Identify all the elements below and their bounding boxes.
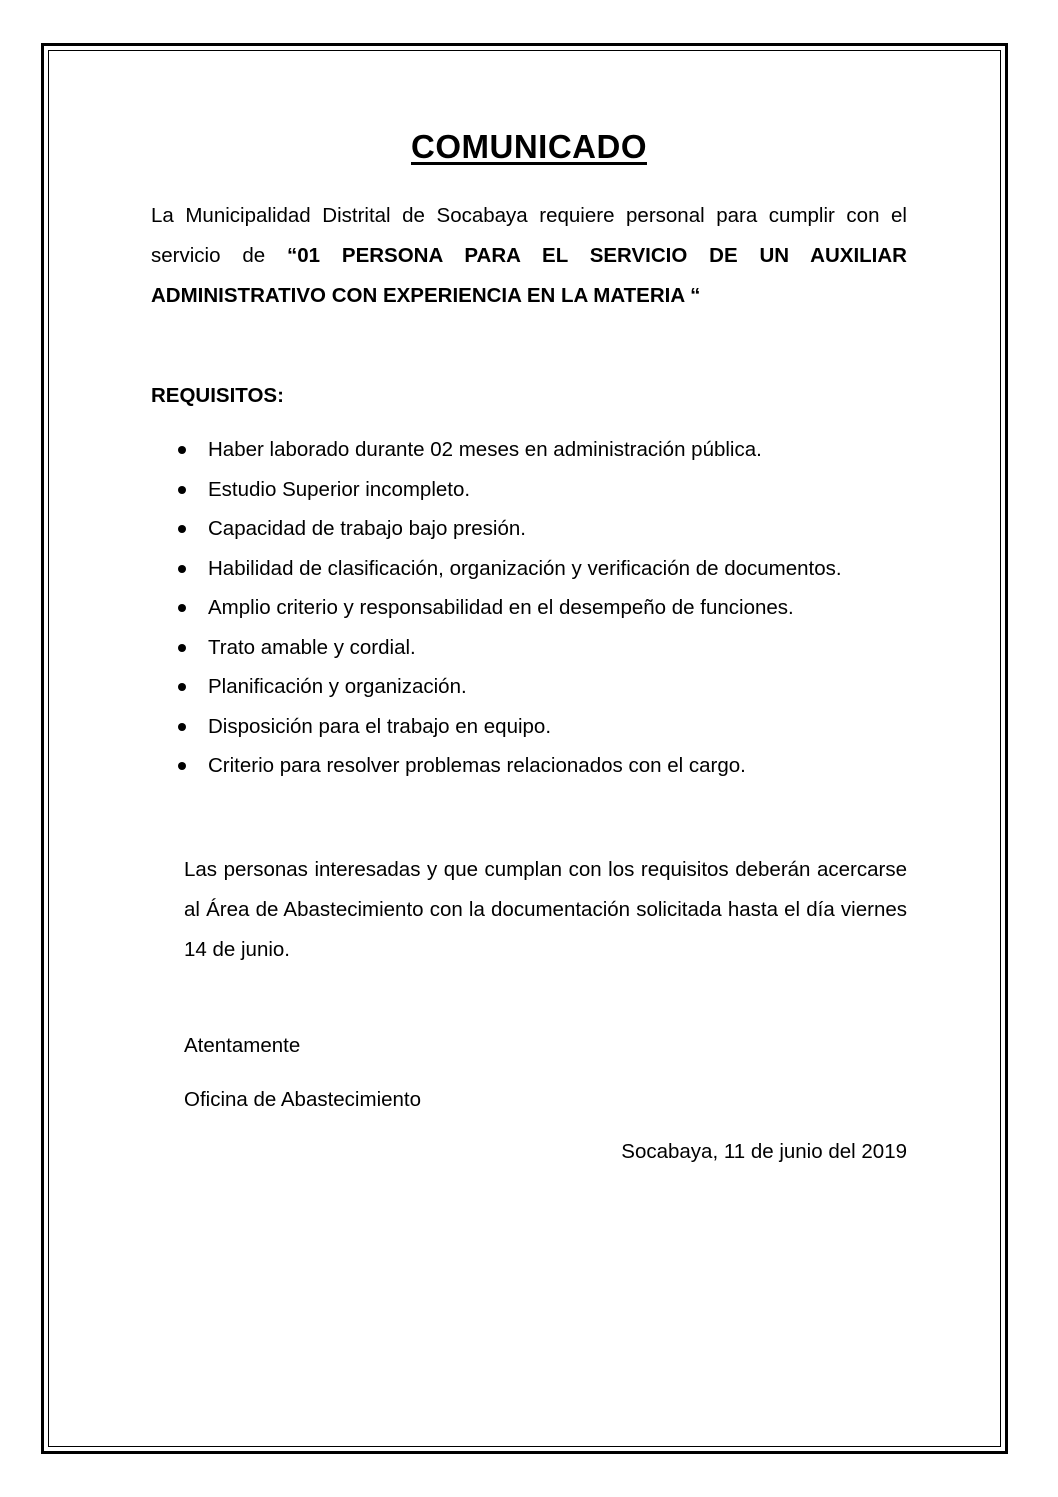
service-description: “01 PERSONA PARA EL SERVICIO DE UN AUXILIAR ADMINISTRATIVO CON EXPERIENCIA EN LA MATERIA “ <box>151 244 907 307</box>
requirement-text: Disposición para el trabajo en equipo. <box>208 714 552 738</box>
requirement-item <box>151 549 931 589</box>
office-signature: Oficina de Abastecimiento <box>184 1088 422 1111</box>
intro-paragraph <box>151 196 907 316</box>
requirement-item <box>151 509 931 549</box>
date-line: Socabaya, 11 de junio del 2019 <box>621 1140 907 1163</box>
requirement-text: Planificación y organización. <box>208 675 467 698</box>
bullet-icon <box>178 644 186 652</box>
requirement-text: Trato amable y cordial. <box>208 635 416 659</box>
bullet-icon <box>178 565 186 573</box>
requirement-text: Amplio criterio y responsabilidad en el desempeño de funciones. <box>208 596 794 619</box>
requirement-item <box>151 746 931 786</box>
bullet-icon <box>178 762 186 770</box>
requirement-item <box>151 628 931 668</box>
bullet-icon <box>178 486 186 494</box>
regards-line: Atentamente <box>184 1034 301 1057</box>
bullet-icon <box>178 604 186 612</box>
intro-text: La Municipalidad Distrital de Socabaya requiere personal para cumplir con el servicio de <box>151 204 907 267</box>
bullet-icon <box>178 525 186 533</box>
requirement-text: Capacidad de trabajo bajo presión. <box>208 517 526 540</box>
requirement-item <box>151 667 931 707</box>
bullet-icon <box>178 446 186 454</box>
requirement-item <box>151 430 931 470</box>
closing-paragraph: Las personas interesadas y que cumplan con los requisitos deberán acercarse al Área de Abastecimiento con la documentación solicitada hasta el día viernes 14 de junio. <box>184 858 907 961</box>
document-title: COMUNICADO <box>411 128 647 165</box>
requirement-text: Criterio para resolver problemas relacionados con el cargo. <box>208 754 746 777</box>
bullet-icon <box>178 683 186 691</box>
requirement-text: Habilidad de clasificación, organización y verificación de documentos. <box>208 556 842 580</box>
requirement-text: Haber laborado durante 02 meses en administración pública. <box>208 438 762 461</box>
requirement-item <box>151 707 931 747</box>
requirement-text: Estudio Superior incompleto. <box>208 477 471 501</box>
bullet-icon <box>178 723 186 731</box>
requirement-item <box>151 470 931 510</box>
requirement-item <box>151 588 931 628</box>
requirements-list <box>151 430 931 786</box>
requirements-heading: REQUISITOS: <box>151 384 284 407</box>
